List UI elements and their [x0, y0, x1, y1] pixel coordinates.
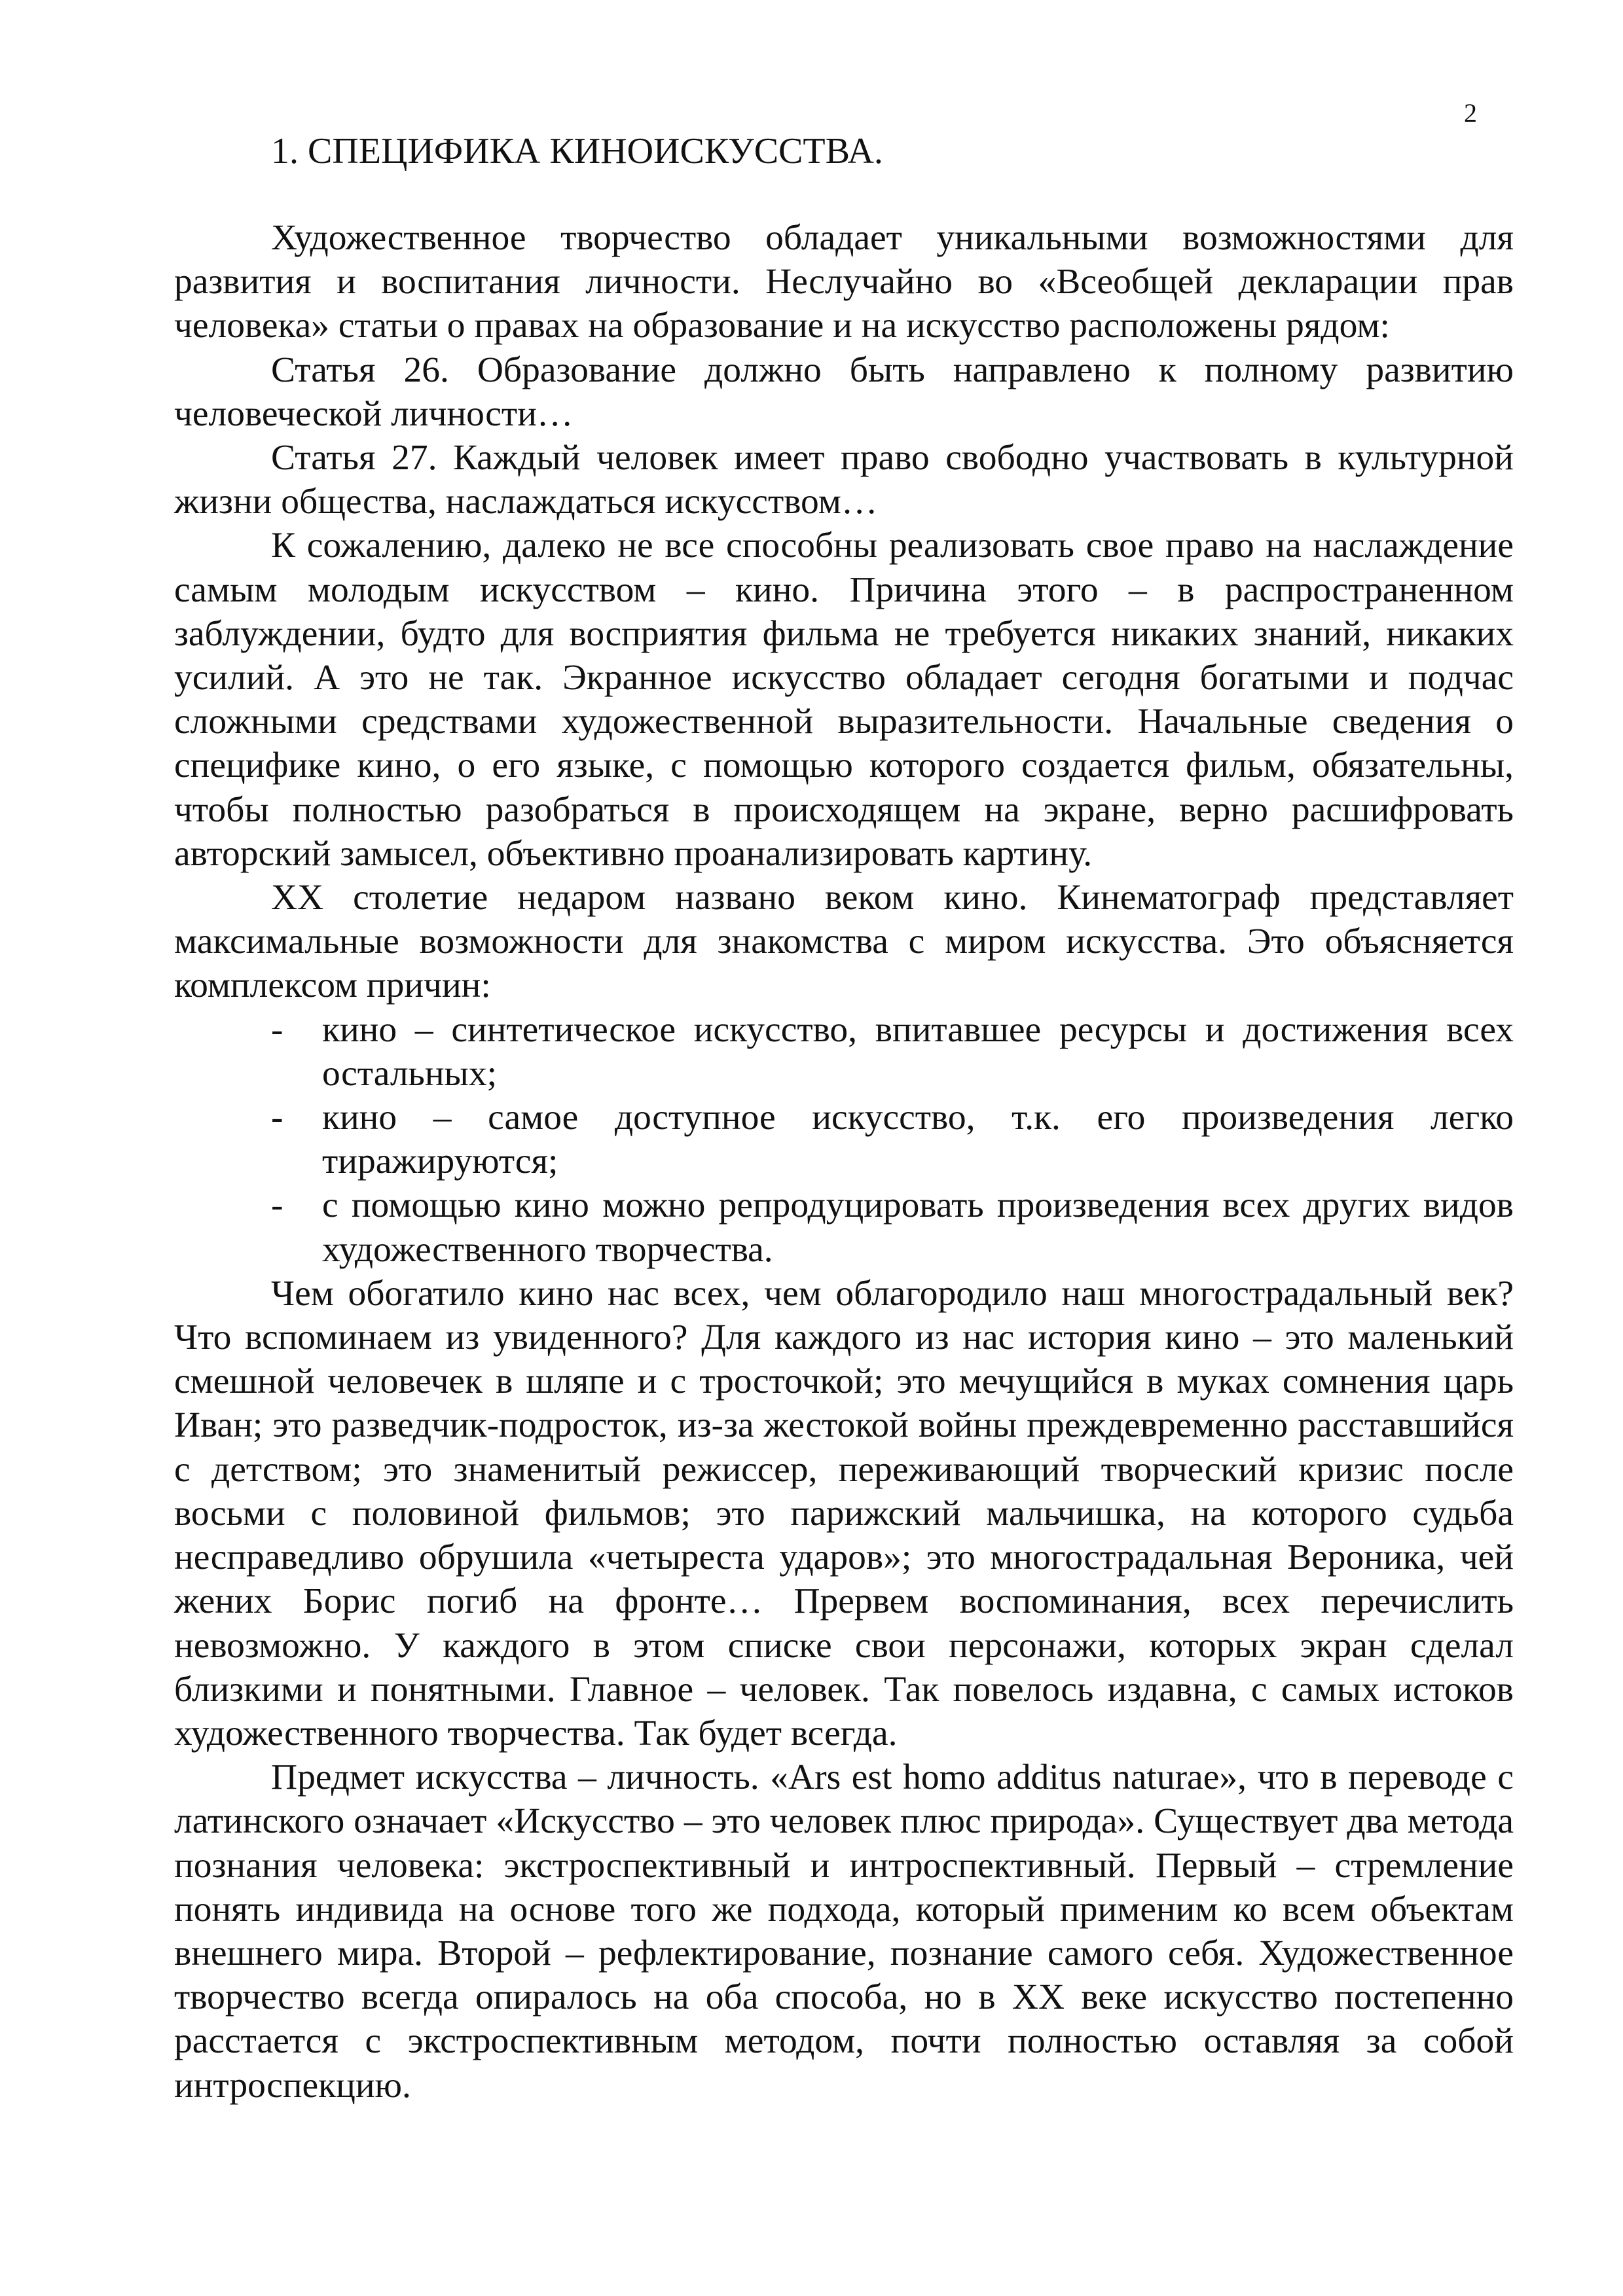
- paragraph-century-of-cinema: XX столетие недаром названо веком кино. Кинематограф представляет максимальные возможности для знакомства с миром искусства. Это объясняется комплексом причин:: [174, 878, 1514, 1006]
- list-item-text: кино – самое доступное искусство, т.к. его произведения легко тиражируются;: [322, 1098, 1514, 1182]
- paragraph-subject-of-art: Предмет искусства – личность. «Ars est homo additus naturae», что в переводе с латинского означает «Искусство – это человек плюс природа». Существует два метода познания человека: экстроспективный и интроспективный. Первый – стремление понять индивида на основе того же подхода, который применим ко всем объектам внешнего мира. Второй – рефлектирование, познание самого себя. Художественное творчество всегда опиралось на оба способа, но в XX веке искусство постепенно расстается с экстроспективным методом, почти полностью оставляя за собой интроспекцию.: [174, 1757, 1514, 2106]
- body-text: [174, 216, 1514, 2108]
- list-item: [174, 1096, 1514, 1183]
- section-heading: 1. СПЕЦИФИКА КИНОИСКУССТВА.: [271, 131, 883, 171]
- page-number: 2: [1464, 98, 1477, 128]
- paragraph-article-27: Статья 27. Каждый человек имеет право свободно участвовать в культурной жизни общества, наслаждаться искусством…: [174, 438, 1514, 522]
- list-item: [174, 1008, 1514, 1096]
- bullet-dash: -: [271, 1098, 283, 1138]
- paragraph-cinema-language: К сожалению, далеко не все способны реализовать свое право на наслаждение самым молодым искусством – кино. Причина этого – в распространенном заблуждении, будто для восприятия фильма не требуется никаких знаний, никаких усилий. А это не так. Экранное искусство обладает сегодня богатыми и подчас сложными средствами художественной выразительности. Начальные сведения о специфике кино, о его языке, с помощью которого создается фильм, обязательны, чтобы полностью разобраться в происходящем на экране, верно расшифровать авторский замысел, объективно проанализировать картину.: [174, 526, 1514, 874]
- paragraph-intro: Художественное творчество обладает уникальными возможностями для развития и воспитания личности. Неслучайно во «Всеобщей декларации прав человека» статьи о правах на образование и на искусство расположены рядом:: [174, 218, 1514, 346]
- paragraph-article-26: Статья 26. Образование должно быть направлено к полному развитию человеческой личности…: [174, 350, 1514, 434]
- reasons-list: [174, 1008, 1514, 1272]
- bullet-dash: -: [271, 1185, 283, 1226]
- paragraph-memories: Чем обогатило кино нас всех, чем облагородило наш многострадальный век? Что вспоминаем из увиденного? Для каждого из нас история кино – это маленький смешной человечек в шляпе и с тросточкой; это мечущийся в муках сомнения царь Иван; это разведчик-подросток, из-за жестокой войны преждевременно расставшийся с детством; это знаменитый режиссер, переживающий творческий кризис после восьми с половиной фильмов; это парижский мальчишка, на которого судьба несправедливо обрушила «четыреста ударов»; это многострадальная Вероника, чей жених Борис погиб на фронте… Прервем воспоминания, всех перечислить невозможно. У каждого в этом списке свои персонажи, которых экран сделал близкими и понятными. Главное – человек. Так повелось издавна, с самых истоков художественного творчества. Так будет всегда.: [174, 1273, 1514, 1753]
- list-item: [174, 1183, 1514, 1271]
- list-item-text: кино – синтетическое искусство, впитавшее ресурсы и достижения всех остальных;: [322, 1009, 1514, 1094]
- bullet-dash: -: [271, 1009, 283, 1050]
- list-item-text: с помощью кино можно репродуцировать произведения всех других видов художественного творчества.: [322, 1185, 1514, 1270]
